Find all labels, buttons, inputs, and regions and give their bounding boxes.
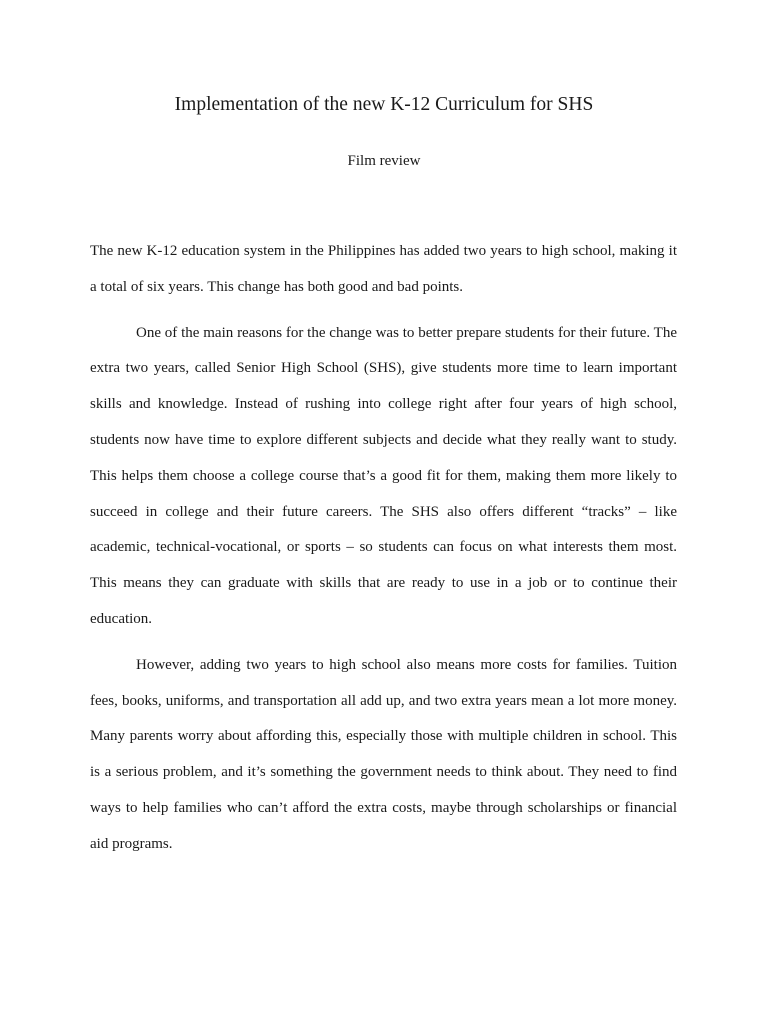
document-title: Implementation of the new K-12 Curriculum for SHS: [174, 94, 594, 115]
paragraph-costs: However, adding two years to high school also means more costs for families. Tuition fees, books, uniforms, and transportation all add up, and two extra years mean a lot more money. Many parents worry about affording this, especially those with multiple children in school. This is a serious problem, and it’s something the government needs to think about. They need to find ways to help families who can’t afford the extra costs, maybe through scholarships or financial aid programs.: [90, 656, 677, 852]
document-subtitle: Film review: [347, 153, 421, 169]
paragraph-benefits: One of the main reasons for the change was to better prepare students for their future. The extra two years, called Senior High School (SHS), give students more time to learn important skills and knowledge. Instead of rushing into college right after four years of high school, students now have time to explore different subjects and decide what they really want to study. This helps them choose a college course that’s a good fit for them, making them more likely to succeed in college and their future careers. The SHS also offers different “tracks” – like academic, technical-vocational, or sports – so students can focus on what interests them most. This means they can graduate with skills that are ready to use in a job or to continue their education.: [90, 324, 677, 627]
paragraph-intro: The new K-12 education system in the Philippines has added two years to high school, making it a total of six years. This change has both good and bad points.: [90, 243, 677, 295]
document-body: [90, 234, 677, 873]
